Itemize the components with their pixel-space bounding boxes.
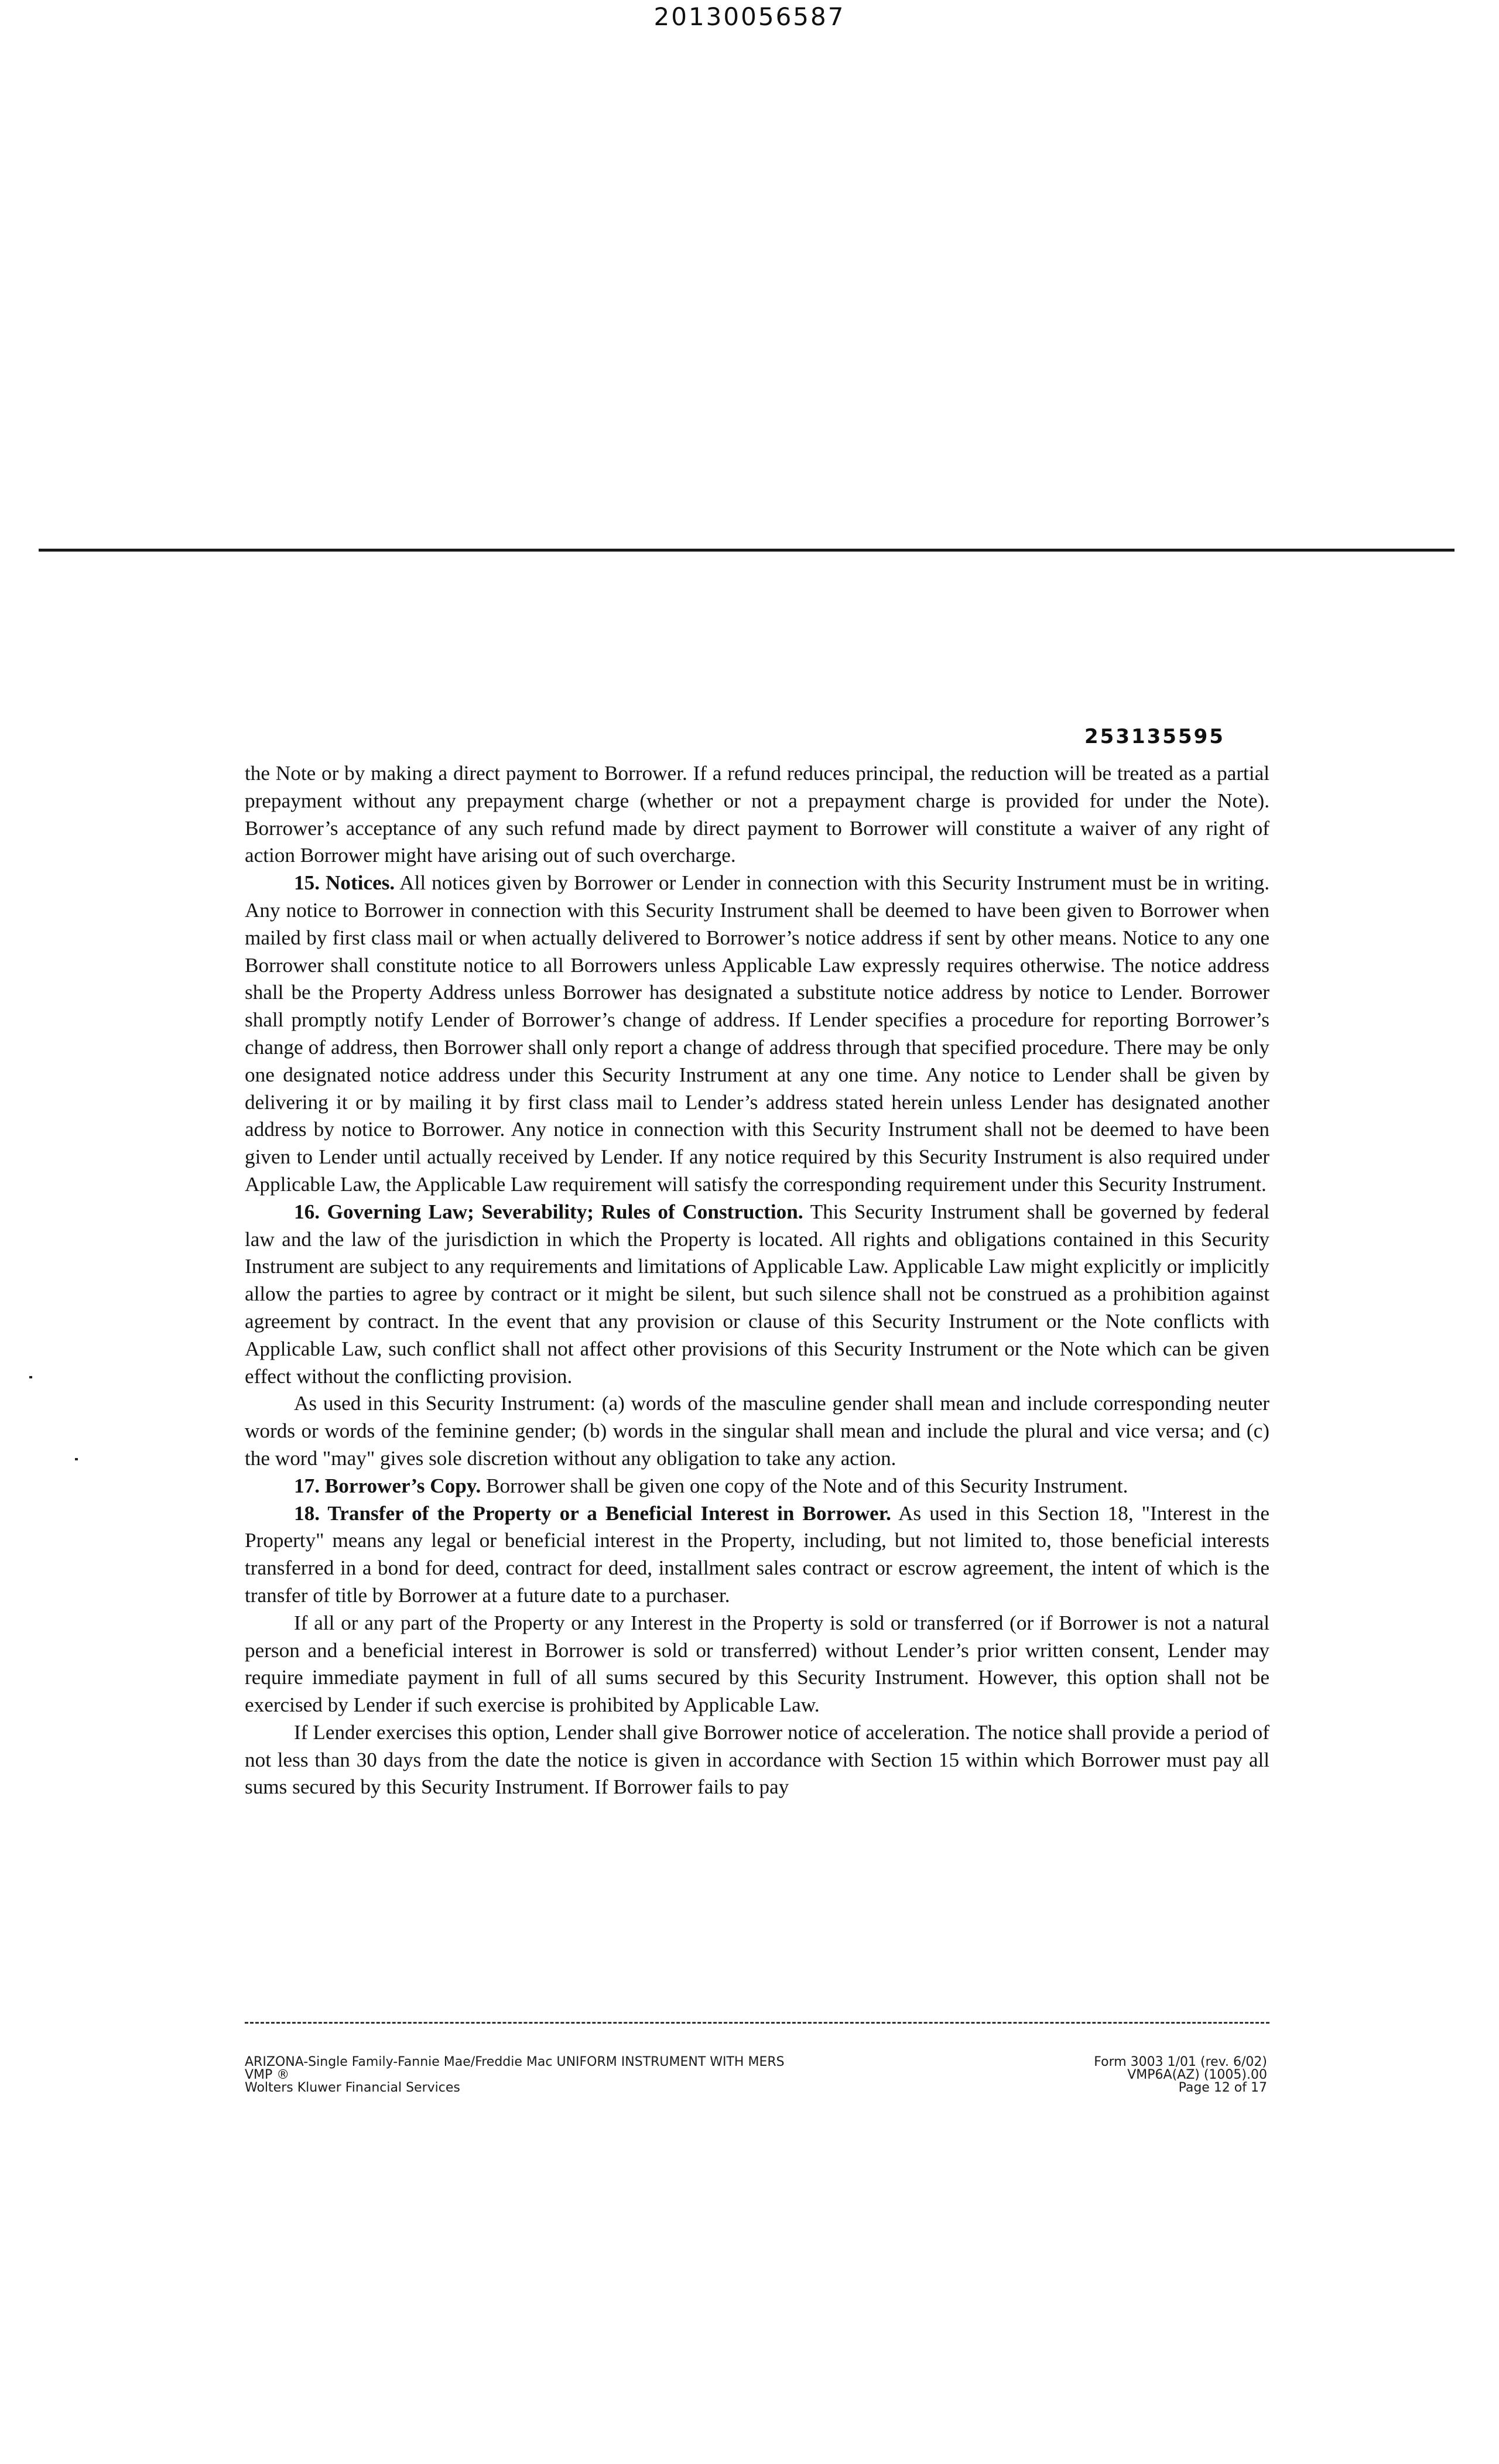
footer-title-line: ARIZONA-Single Family-Fannie Mae/Freddie Mac UNIFORM INSTRUMENT WITH MERS xyxy=(245,2055,785,2069)
footer-publisher-line: Wolters Kluwer Financial Services xyxy=(245,2080,460,2095)
footer-vmp-code-line: VMP6A(AZ) (1005).00 xyxy=(1127,2068,1267,2082)
section-text: As used in this Section 18, "Interest in the Property" means any legal or beneficial interest in the Property, including, but not limited to, those beneficial interests transferred in a bond for deed, contract for deed, installment sales contract or escrow agreement, the intent of which is the transfer of title by Borrower at a future date to a purchaser. xyxy=(245,1501,1269,1607)
page-number: Page 12 of 17 xyxy=(1178,2080,1267,2095)
document-body xyxy=(245,760,1269,1801)
reference-number: 253135595 xyxy=(1084,725,1225,748)
footer-form-title xyxy=(245,2056,947,2095)
section-16-paragraph-2: As used in this Security Instrument: (a) words of the masculine gender shall mean and include corresponding neuter words or words of the feminine gender; (b) words in the singular shall mean and include the plural and vice versa; and (c) the word "may" gives sole discretion without any obligation to take any action. xyxy=(245,1392,1269,1470)
section-text: All notices given by Borrower or Lender in connection with this Security Instrument must be in writing. Any notice to Borrower in connection with this Security Instrument shall be deemed to have been given to Borrower when mailed by first class mail or when actually delivered to Borrower’s notice address if sent by other means. Notice to any one Borrower shall constitute notice to all Borrowers unless Applicable Law expressly requires otherwise. The notice address shall be the Property Address unless Borrower has designated a substitute notice address by notice to Lender. Borrower shall promptly notify Lender of Borrower’s change of address. If Lender specifies a procedure for reporting Borrower’s change of address, then Borrower shall only report a change of address through that specified procedure. There may be only one designated notice address under this Security Instrument at any one time. Any notice to Lender shall be given by delivering it or by mailing it by first class mail to Lender’s address stated herein unless Lender has designated another address by notice to Borrower. Any notice in connection with this Security Instrument shall not be deemed to have been given to Lender until actually received by Lender. If any notice required by this Security Instrument is also required under Applicable Law, the Applicable Law requirement will satisfy the corresponding requirement under this Security Instrument. xyxy=(245,871,1270,1196)
section-heading: 17. Borrower’s Copy. xyxy=(294,1474,481,1497)
section-16-governing-law xyxy=(245,1199,1269,1391)
section-heading: 16. Governing Law; Severability; Rules of Construction. xyxy=(294,1200,803,1223)
section-heading: 15. Notices. xyxy=(294,871,395,895)
footer-form-line: Form 3003 1/01 (rev. 6/02) xyxy=(1094,2055,1267,2069)
footer-form-number xyxy=(960,2056,1267,2095)
header-divider xyxy=(39,549,1454,552)
footer-divider xyxy=(245,2022,1269,2024)
section-17-borrowers-copy xyxy=(245,1473,1269,1500)
section-15-notices xyxy=(245,870,1269,1199)
section-text: Borrower shall be given one copy of the Note and of this Security Instrument. xyxy=(481,1474,1128,1497)
scan-artifact-dot xyxy=(75,1458,78,1460)
section-text: This Security Instrument shall be governed by federal law and the law of the jurisdiction in which the Property is located. All rights and obligations contained in this Security Instrument are subject to any requirements and limitations of Applicable Law. Applicable Law might explicitly or implicitly allow the parties to agree by contract or it might be silent, but such silence shall not be construed as a prohibition against agreement by contract. In the event that any provision or clause of this Security Instrument or the Note conflicts with Applicable Law, such conflict shall not affect other provisions of this Security Instrument or the Note which can be given effect without the conflicting provision. xyxy=(245,1200,1269,1388)
scan-artifact-dot xyxy=(29,1376,32,1378)
paragraph-continuation: the Note or by making a direct payment to Borrower. If a refund reduces principal, the reduction will be treated as a partial prepayment without any prepayment charge (whether or not a prepayment charge is provided for under the Note). Borrower’s acceptance of any such refund made by direct payment to Borrower will constitute a waiver of any right of action Borrower might have arising out of such overcharge. xyxy=(245,762,1269,867)
section-18-paragraph-2: If all or any part of the Property or any Interest in the Property is sold or transferred (or if Borrower is not a natural person and a beneficial interest in Borrower is sold or transferred) without Lender’s prior written consent, Lender may require immediate payment in full of all sums secured by this Security Instrument. However, this option shall not be exercised by Lender if such exercise is prohibited by Applicable Law. xyxy=(245,1611,1269,1717)
section-18-paragraph-3: If Lender exercises this option, Lender shall give Borrower notice of acceleration. The notice shall provide a period of not less than 30 days from the date the notice is given in accordance with Section 15 within which Borrower must pay all sums secured by this Security Instrument. If Borrower fails to pay xyxy=(245,1720,1269,1799)
section-18-transfer xyxy=(245,1500,1269,1610)
document-number: 20130056587 xyxy=(653,2,846,31)
section-heading: 18. Transfer of the Property or a Beneficial Interest in Borrower. xyxy=(294,1501,891,1525)
footer-vmp-line: VMP ® xyxy=(245,2068,290,2082)
